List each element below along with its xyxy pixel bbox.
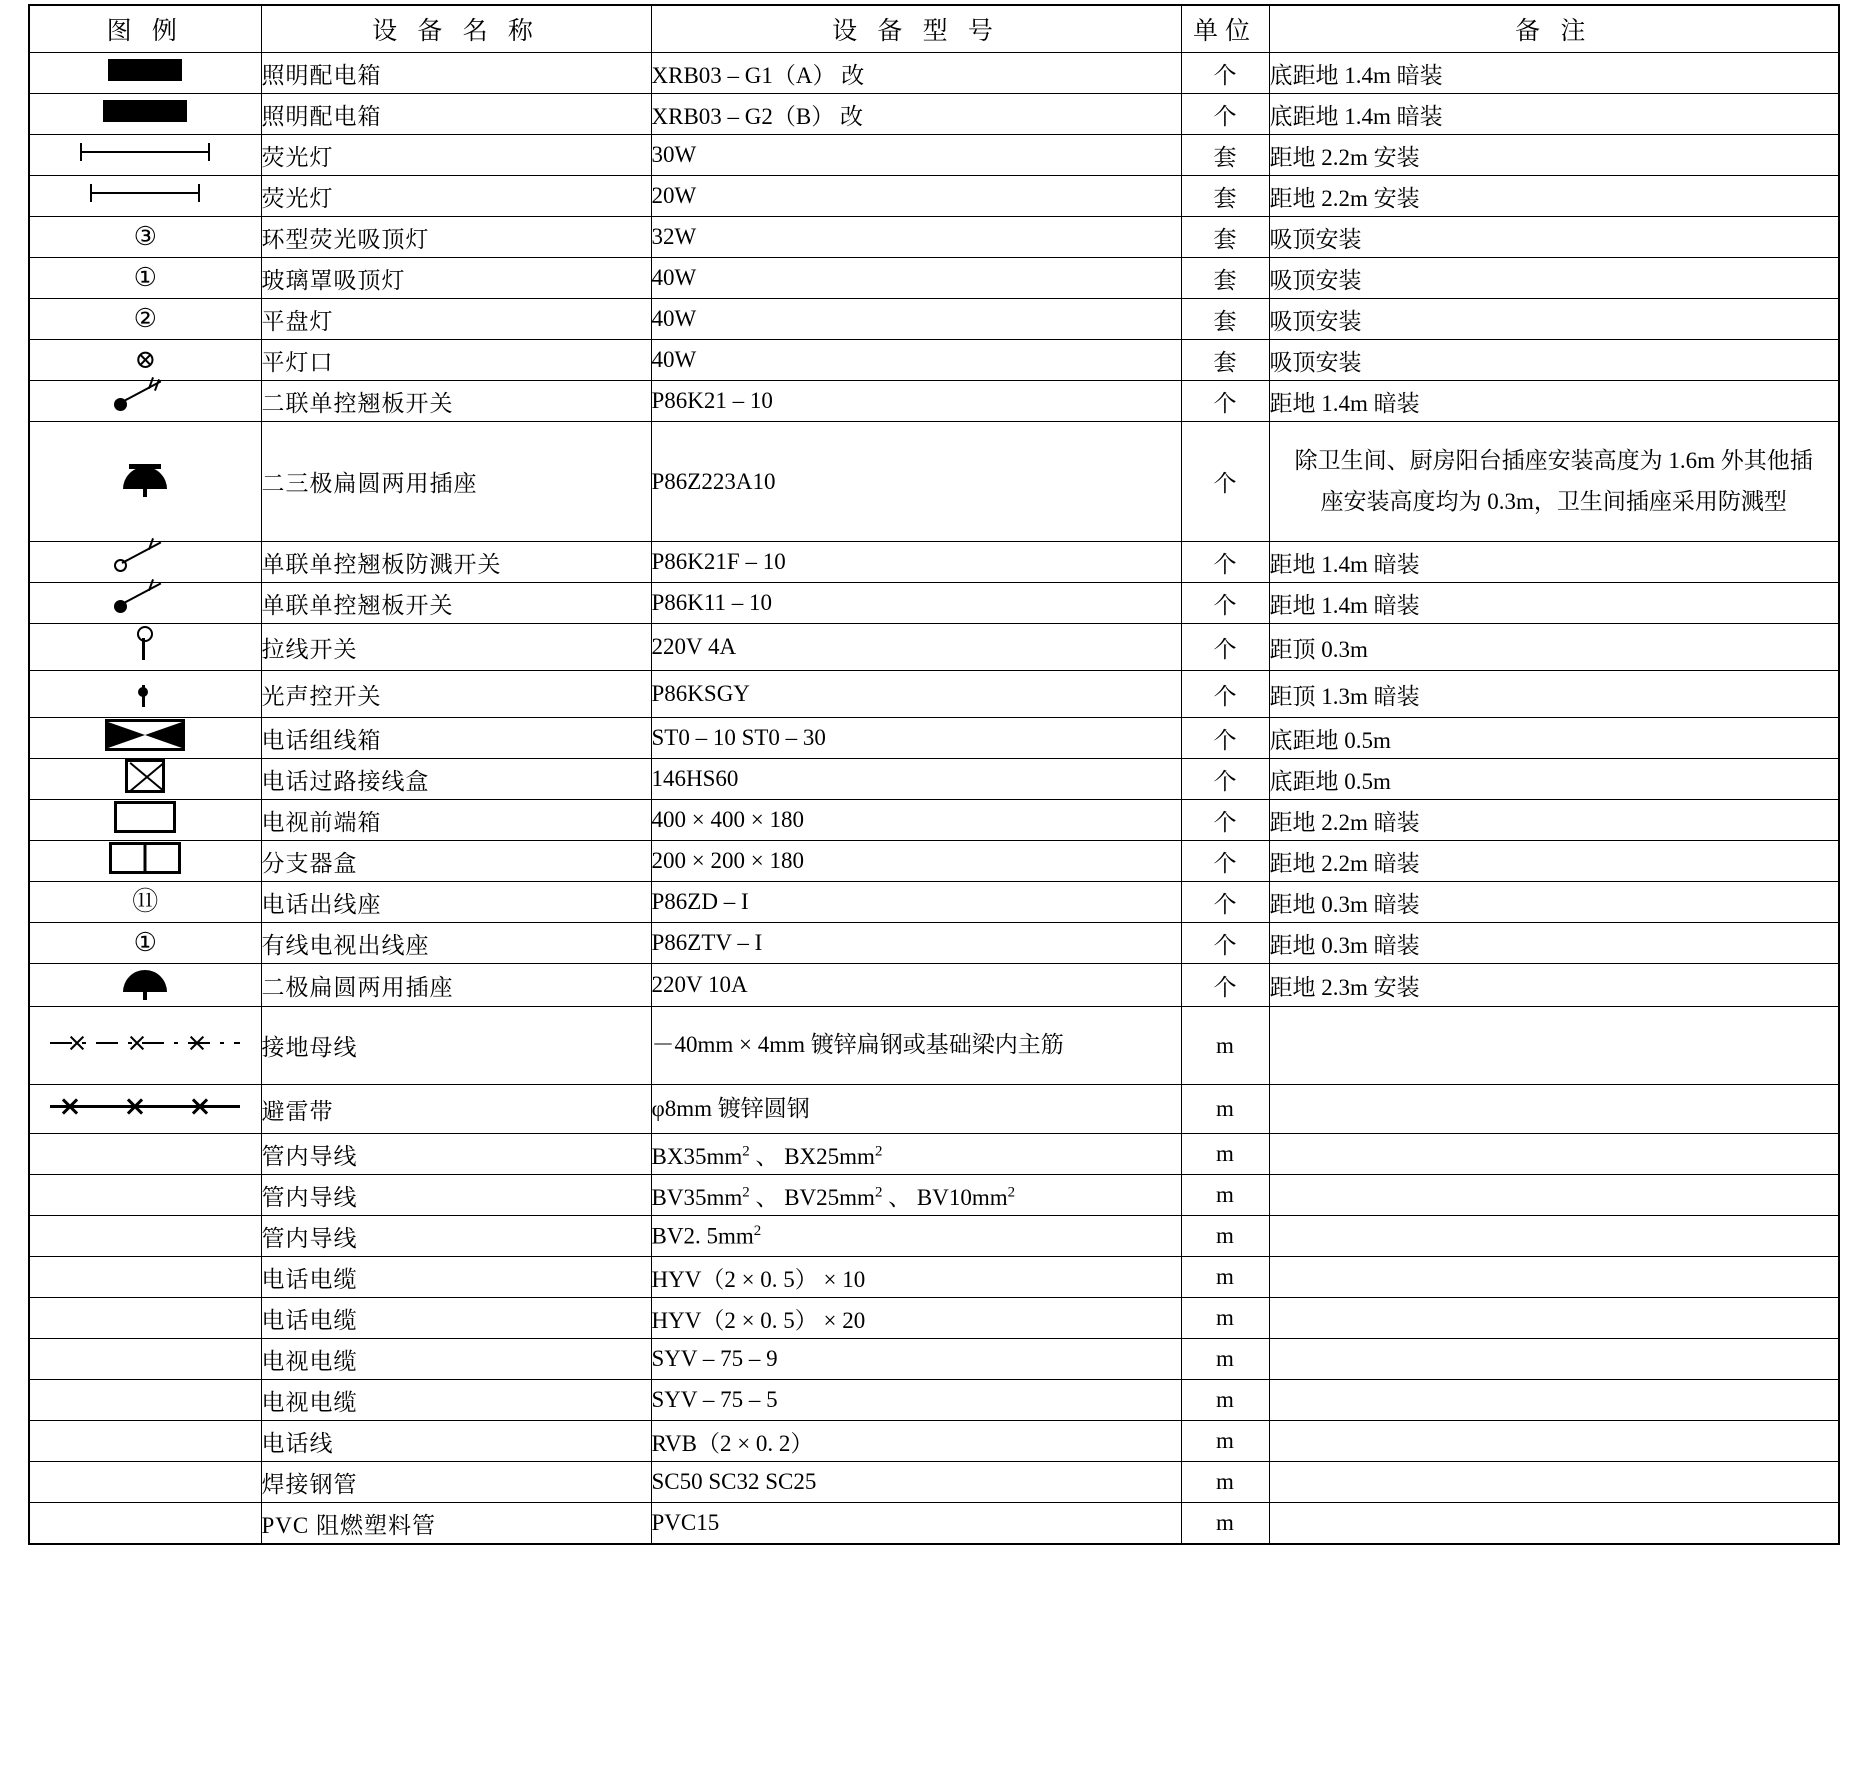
equipment-note: 吸顶安装	[1269, 299, 1839, 340]
table-row	[29, 1257, 1839, 1298]
equipment-unit: m	[1181, 1007, 1269, 1085]
equipment-note: 底距地 0.5m	[1269, 759, 1839, 800]
equipment-unit: 个	[1181, 583, 1269, 624]
equipment-model: HYV（2 × 0. 5） × 10	[651, 1257, 1181, 1298]
equipment-unit: m	[1181, 1085, 1269, 1134]
equipment-name: 拉线开关	[261, 624, 651, 671]
equipment-unit: 个	[1181, 671, 1269, 718]
equipment-model: P86ZTV – I	[651, 923, 1181, 964]
equipment-unit: m	[1181, 1216, 1269, 1257]
equipment-note: 距地 2.2m 暗装	[1269, 841, 1839, 882]
equipment-unit: m	[1181, 1339, 1269, 1380]
telephone-outlet-icon: ⑪	[29, 882, 261, 923]
equipment-unit: 套	[1181, 217, 1269, 258]
filled-box-wide-icon	[29, 94, 261, 135]
table-body	[29, 53, 1839, 1545]
equipment-name: 电视前端箱	[261, 800, 651, 841]
symbol-cell-empty	[29, 1134, 261, 1175]
equipment-model: SYV – 75 – 9	[651, 1339, 1181, 1380]
equipment-name: 管内导线	[261, 1134, 651, 1175]
sound-light-switch-icon	[29, 671, 261, 718]
header-unit: 单位	[1181, 5, 1269, 53]
equipment-unit: 个	[1181, 381, 1269, 422]
equipment-note	[1269, 1134, 1839, 1175]
equipment-model: 220V 10A	[651, 964, 1181, 1007]
equipment-model: ST0 – 10 ST0 – 30	[651, 718, 1181, 759]
equipment-unit: 个	[1181, 542, 1269, 583]
single-switch-icon	[29, 583, 261, 624]
filled-box-icon	[29, 53, 261, 94]
symbol-cell-empty	[29, 1298, 261, 1339]
table-row	[29, 1421, 1839, 1462]
table-row	[29, 1339, 1839, 1380]
equipment-unit: 套	[1181, 258, 1269, 299]
equipment-name: 有线电视出线座	[261, 923, 651, 964]
grounding-line-icon	[29, 1007, 261, 1085]
equipment-model: XRB03 – G2（B） 改	[651, 94, 1181, 135]
equipment-model: SYV – 75 – 5	[651, 1380, 1181, 1421]
header-note: 备 注	[1269, 5, 1839, 53]
equipment-unit: m	[1181, 1462, 1269, 1503]
equipment-unit: m	[1181, 1503, 1269, 1545]
symbol-cell-empty	[29, 1257, 261, 1298]
equipment-unit: 套	[1181, 135, 1269, 176]
equipment-note	[1269, 1339, 1839, 1380]
table-row	[29, 964, 1839, 1007]
equipment-note: 距地 1.4m 暗装	[1269, 381, 1839, 422]
equipment-note	[1269, 1421, 1839, 1462]
equipment-name: 单联单控翘板开关	[261, 583, 651, 624]
table-row	[29, 624, 1839, 671]
equipment-name: 平盘灯	[261, 299, 651, 340]
table-row	[29, 217, 1839, 258]
symbol-cell-empty	[29, 1175, 261, 1216]
table-row	[29, 542, 1839, 583]
equipment-unit: m	[1181, 1134, 1269, 1175]
equipment-note: 底距地 1.4m 暗装	[1269, 94, 1839, 135]
symbol-cell-empty	[29, 1216, 261, 1257]
fluorescent-lamp-short-icon	[29, 176, 261, 217]
equipment-note: 距地 0.3m 暗装	[1269, 882, 1839, 923]
equipment-model: HYV（2 × 0. 5） × 20	[651, 1298, 1181, 1339]
equipment-note	[1269, 1380, 1839, 1421]
table-row	[29, 53, 1839, 94]
table-row	[29, 1298, 1839, 1339]
equipment-note: 距地 1.4m 暗装	[1269, 583, 1839, 624]
equipment-model: 32W	[651, 217, 1181, 258]
equipment-note	[1269, 1462, 1839, 1503]
equipment-name: 电话电缆	[261, 1298, 651, 1339]
equipment-model: P86K11 – 10	[651, 583, 1181, 624]
equipment-unit: 个	[1181, 923, 1269, 964]
equipment-name: 二三极扁圆两用插座	[261, 422, 651, 542]
equipment-note: 距顶 1.3m 暗装	[1269, 671, 1839, 718]
telephone-box-icon	[29, 718, 261, 759]
table-row	[29, 759, 1839, 800]
equipment-note: 距地 1.4m 暗装	[1269, 542, 1839, 583]
double-switch-icon	[29, 381, 261, 422]
splash-switch-icon	[29, 542, 261, 583]
table-row	[29, 1462, 1839, 1503]
equipment-name: 电话线	[261, 1421, 651, 1462]
equipment-name: 电视电缆	[261, 1339, 651, 1380]
table-row	[29, 1007, 1839, 1085]
equipment-model: 400 × 400 × 180	[651, 800, 1181, 841]
header-model: 设 备 型 号	[651, 5, 1181, 53]
equipment-unit: 套	[1181, 299, 1269, 340]
splitter-box-icon	[29, 841, 261, 882]
equipment-model: 146HS60	[651, 759, 1181, 800]
equipment-unit: 个	[1181, 94, 1269, 135]
table-row	[29, 882, 1839, 923]
equipment-note: 吸顶安装	[1269, 258, 1839, 299]
table-row	[29, 135, 1839, 176]
equipment-name: 单联单控翘板防溅开关	[261, 542, 651, 583]
equipment-unit: 个	[1181, 422, 1269, 542]
equipment-note	[1269, 1257, 1839, 1298]
equipment-note: 距顶 0.3m	[1269, 624, 1839, 671]
equipment-note	[1269, 1175, 1839, 1216]
equipment-unit: m	[1181, 1298, 1269, 1339]
equipment-name: 电话过路接线盒	[261, 759, 651, 800]
socket-duplex-icon	[29, 422, 261, 542]
table-row	[29, 671, 1839, 718]
equipment-note	[1269, 1007, 1839, 1085]
equipment-name: 光声控开关	[261, 671, 651, 718]
table-row	[29, 841, 1839, 882]
equipment-note	[1269, 1216, 1839, 1257]
lightning-belt-icon	[29, 1085, 261, 1134]
header-symbol: 图 例	[29, 5, 261, 53]
equipment-note: 除卫生间、厨房阳台插座安装高度为 1.6m 外其他插座安装高度均为 0.3m，卫生间插座采用防溅型	[1269, 422, 1839, 542]
equipment-unit: m	[1181, 1257, 1269, 1298]
table-row	[29, 340, 1839, 381]
equipment-note	[1269, 1085, 1839, 1134]
equipment-unit: 个	[1181, 624, 1269, 671]
equipment-unit: 个	[1181, 964, 1269, 1007]
header-name: 设 备 名 称	[261, 5, 651, 53]
symbol-cell-empty	[29, 1462, 261, 1503]
table-row	[29, 422, 1839, 542]
pull-switch-icon	[29, 624, 261, 671]
equipment-name: 焊接钢管	[261, 1462, 651, 1503]
equipment-model: 40W	[651, 299, 1181, 340]
equipment-unit: m	[1181, 1380, 1269, 1421]
table-row	[29, 299, 1839, 340]
table-row	[29, 381, 1839, 422]
equipment-unit: m	[1181, 1175, 1269, 1216]
equipment-unit: m	[1181, 1421, 1269, 1462]
circle-two-icon: ②	[29, 299, 261, 340]
equipment-name: 荧光灯	[261, 176, 651, 217]
equipment-unit: 套	[1181, 176, 1269, 217]
table-row	[29, 258, 1839, 299]
equipment-note: 距地 2.2m 安装	[1269, 176, 1839, 217]
equipment-name: 电话电缆	[261, 1257, 651, 1298]
circle-one-icon: ①	[29, 258, 261, 299]
equipment-unit: 个	[1181, 53, 1269, 94]
symbol-cell-empty	[29, 1339, 261, 1380]
table-row	[29, 583, 1839, 624]
equipment-note: 距地 2.2m 安装	[1269, 135, 1839, 176]
equipment-name: 避雷带	[261, 1085, 651, 1134]
equipment-name: 荧光灯	[261, 135, 651, 176]
equipment-name: 照明配电箱	[261, 53, 651, 94]
equipment-name: 二联单控翘板开关	[261, 381, 651, 422]
equipment-model: PVC15	[651, 1503, 1181, 1545]
fluorescent-lamp-icon	[29, 135, 261, 176]
equipment-legend-table	[28, 4, 1840, 1545]
equipment-note: 距地 2.3m 安装	[1269, 964, 1839, 1007]
equipment-model: BV2. $5mm^2$	[651, 1216, 1181, 1257]
circle-three-icon: ③	[29, 217, 261, 258]
equipment-unit: 个	[1181, 759, 1269, 800]
equipment-name: 管内导线	[261, 1216, 651, 1257]
table-row	[29, 1134, 1839, 1175]
table-row	[29, 718, 1839, 759]
table-row	[29, 1175, 1839, 1216]
equipment-name: 环型荧光吸顶灯	[261, 217, 651, 258]
table-row	[29, 800, 1839, 841]
equipment-model: 200 × 200 × 180	[651, 841, 1181, 882]
table-head	[29, 5, 1839, 53]
equipment-name: 分支器盒	[261, 841, 651, 882]
equipment-name: 玻璃罩吸顶灯	[261, 258, 651, 299]
equipment-name: 二极扁圆两用插座	[261, 964, 651, 1007]
equipment-note: 吸顶安装	[1269, 340, 1839, 381]
equipment-name: 电话出线座	[261, 882, 651, 923]
equipment-name: 接地母线	[261, 1007, 651, 1085]
equipment-model: P86KSGY	[651, 671, 1181, 718]
equipment-name: 照明配电箱	[261, 94, 651, 135]
equipment-unit: 个	[1181, 800, 1269, 841]
table-row	[29, 923, 1839, 964]
equipment-model: 40W	[651, 258, 1181, 299]
equipment-unit: 套	[1181, 340, 1269, 381]
equipment-unit: 个	[1181, 718, 1269, 759]
equipment-model: φ8mm 镀锌圆钢	[651, 1085, 1181, 1134]
equipment-model: P86Z223A10	[651, 422, 1181, 542]
symbol-cell-empty	[29, 1421, 261, 1462]
table-row	[29, 1216, 1839, 1257]
equipment-name: 平灯口	[261, 340, 651, 381]
junction-box-icon	[29, 759, 261, 800]
equipment-note: 距地 2.2m 暗装	[1269, 800, 1839, 841]
equipment-model: 220V 4A	[651, 624, 1181, 671]
equipment-note	[1269, 1298, 1839, 1339]
equipment-model: 40W	[651, 340, 1181, 381]
equipment-model: $BV35mm^2$ 、 $BV25mm^2$ 、 $BV10mm^2$	[651, 1175, 1181, 1216]
equipment-name: PVC 阻燃塑料管	[261, 1503, 651, 1545]
table-row	[29, 94, 1839, 135]
symbol-cell-empty	[29, 1380, 261, 1421]
table-row	[29, 176, 1839, 217]
table-row	[29, 1085, 1839, 1134]
table-row	[29, 1503, 1839, 1545]
equipment-model: P86ZD – I	[651, 882, 1181, 923]
equipment-model: P86K21 – 10	[651, 381, 1181, 422]
equipment-note	[1269, 1503, 1839, 1545]
equipment-model: $BX35mm^2$ 、 $BX25mm^2$	[651, 1134, 1181, 1175]
equipment-note: 底距地 0.5m	[1269, 718, 1839, 759]
equipment-note: 底距地 1.4m 暗装	[1269, 53, 1839, 94]
equipment-note: 吸顶安装	[1269, 217, 1839, 258]
symbol-cell-empty	[29, 1503, 261, 1545]
equipment-name: 电视电缆	[261, 1380, 651, 1421]
equipment-unit: 个	[1181, 882, 1269, 923]
equipment-model: －40mm × 4mm 镀锌扁钢或基础梁内主筋	[651, 1007, 1181, 1085]
equipment-model: 20W	[651, 176, 1181, 217]
equipment-model: XRB03 – G1（A） 改	[651, 53, 1181, 94]
equipment-model: 30W	[651, 135, 1181, 176]
equipment-note: 距地 0.3m 暗装	[1269, 923, 1839, 964]
circle-cross-icon: ⊗	[29, 340, 261, 381]
equipment-unit: 个	[1181, 841, 1269, 882]
tv-outlet-icon: ①	[29, 923, 261, 964]
tv-headend-box-icon	[29, 800, 261, 841]
equipment-name: 管内导线	[261, 1175, 651, 1216]
socket-two-pole-icon	[29, 964, 261, 1007]
equipment-name: 电话组线箱	[261, 718, 651, 759]
header-row	[29, 5, 1839, 53]
equipment-model: P86K21F – 10	[651, 542, 1181, 583]
table-row	[29, 1380, 1839, 1421]
equipment-model: RVB（2 × 0. 2）	[651, 1421, 1181, 1462]
equipment-model: SC50 SC32 SC25	[651, 1462, 1181, 1503]
